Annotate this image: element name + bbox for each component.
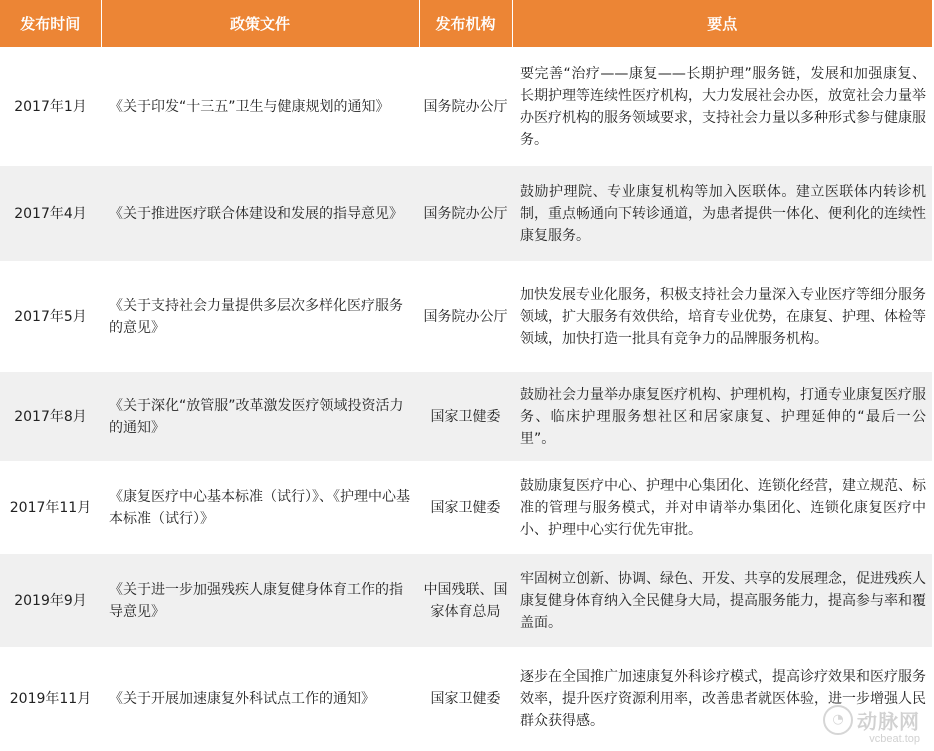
- cell-date: 2017年4月: [0, 165, 101, 262]
- table-row: [0, 553, 932, 648]
- cell-org: 国务院办公厅: [419, 48, 512, 165]
- cell-key-points: 鼓励社会力量举办康复医疗机构、护理机构，打通专业康复医疗服务、临床护理服务想社区和居家康复、护理延伸的“最后一公里”。: [512, 371, 932, 462]
- watermark-name: 动脉网: [857, 709, 920, 734]
- cell-key-points: 鼓励护理院、专业康复机构等加入医联体。建立医联体内转诊机制，重点畅通向下转诊通道，为患者提供一体化、便利化的连续性康复服务。: [512, 165, 932, 262]
- table-row: [0, 165, 932, 262]
- header-org: 发布机构: [419, 0, 512, 48]
- header-key-points: 要点: [512, 0, 932, 48]
- table-row: [0, 648, 932, 749]
- header-document: 政策文件: [101, 0, 419, 48]
- table-row: [0, 462, 932, 553]
- cell-org: 国务院办公厅: [419, 165, 512, 262]
- vcbeat-logo-icon: ◔: [823, 705, 853, 735]
- cell-date: 2017年11月: [0, 462, 101, 553]
- cell-org: 国务院办公厅: [419, 262, 512, 371]
- cell-date: 2017年8月: [0, 371, 101, 462]
- cell-date: 2017年5月: [0, 262, 101, 371]
- cell-document: 《关于进一步加强残疾人康复健身体育工作的指导意见》: [101, 553, 419, 648]
- cell-document: 《关于深化“放管服”改革激发医疗领域投资活力的通知》: [101, 371, 419, 462]
- cell-key-points: 逐步在全国推广加速康复外科诊疗模式，提高诊疗效果和医疗服务效率，提升医疗资源利用率，改善患者就医体验，进一步增强人民群众获得感。: [512, 648, 932, 749]
- cell-date: 2017年1月: [0, 48, 101, 165]
- header-row: [0, 0, 932, 48]
- cell-document: 《关于推进医疗联合体建设和发展的指导意见》: [101, 165, 419, 262]
- cell-date: 2019年9月: [0, 553, 101, 648]
- header-date: 发布时间: [0, 0, 101, 48]
- cell-key-points: 加快发展专业化服务，积极支持社会力量深入专业医疗等细分服务领域，扩大服务有效供给，培育专业优势，在康复、护理、体检等领域，加快打造一批具有竞争力的品牌服务机构。: [512, 262, 932, 371]
- table-row: [0, 48, 932, 165]
- cell-document: 《关于印发“十三五”卫生与健康规划的通知》: [101, 48, 419, 165]
- table-row: [0, 371, 932, 462]
- cell-key-points: 牢固树立创新、协调、绿色、开发、共享的发展理念，促进残疾人康复健身体育纳入全民健身大局，提高服务能力，提高参与率和覆盖面。: [512, 553, 932, 648]
- cell-org: 国家卫健委: [419, 648, 512, 749]
- cell-date: 2019年11月: [0, 648, 101, 749]
- cell-document: 《关于开展加速康复外科试点工作的通知》: [101, 648, 419, 749]
- watermark-url: vcbeat.top: [869, 733, 920, 745]
- cell-org: 国家卫健委: [419, 371, 512, 462]
- table-row: [0, 262, 932, 371]
- cell-org: 国家卫健委: [419, 462, 512, 553]
- cell-key-points: 要完善“治疗——康复——长期护理”服务链，发展和加强康复、长期护理等连续性医疗机构，大力发展社会办医，放宽社会力量举办医疗机构的服务领域要求，支持社会力量以多种形式参与健康服务。: [512, 48, 932, 165]
- cell-key-points: 鼓励康复医疗中心、护理中心集团化、连锁化经营，建立规范、标准的管理与服务模式，并对申请举办集团化、连锁化康复医疗中小、护理中心实行优先审批。: [512, 462, 932, 553]
- cell-org: 中国残联、国家体育总局: [419, 553, 512, 648]
- cell-document: 《关于支持社会力量提供多层次多样化医疗服务的意见》: [101, 262, 419, 371]
- cell-document: 《康复医疗中心基本标准（试行）》、《护理中心基本标准（试行）》: [101, 462, 419, 553]
